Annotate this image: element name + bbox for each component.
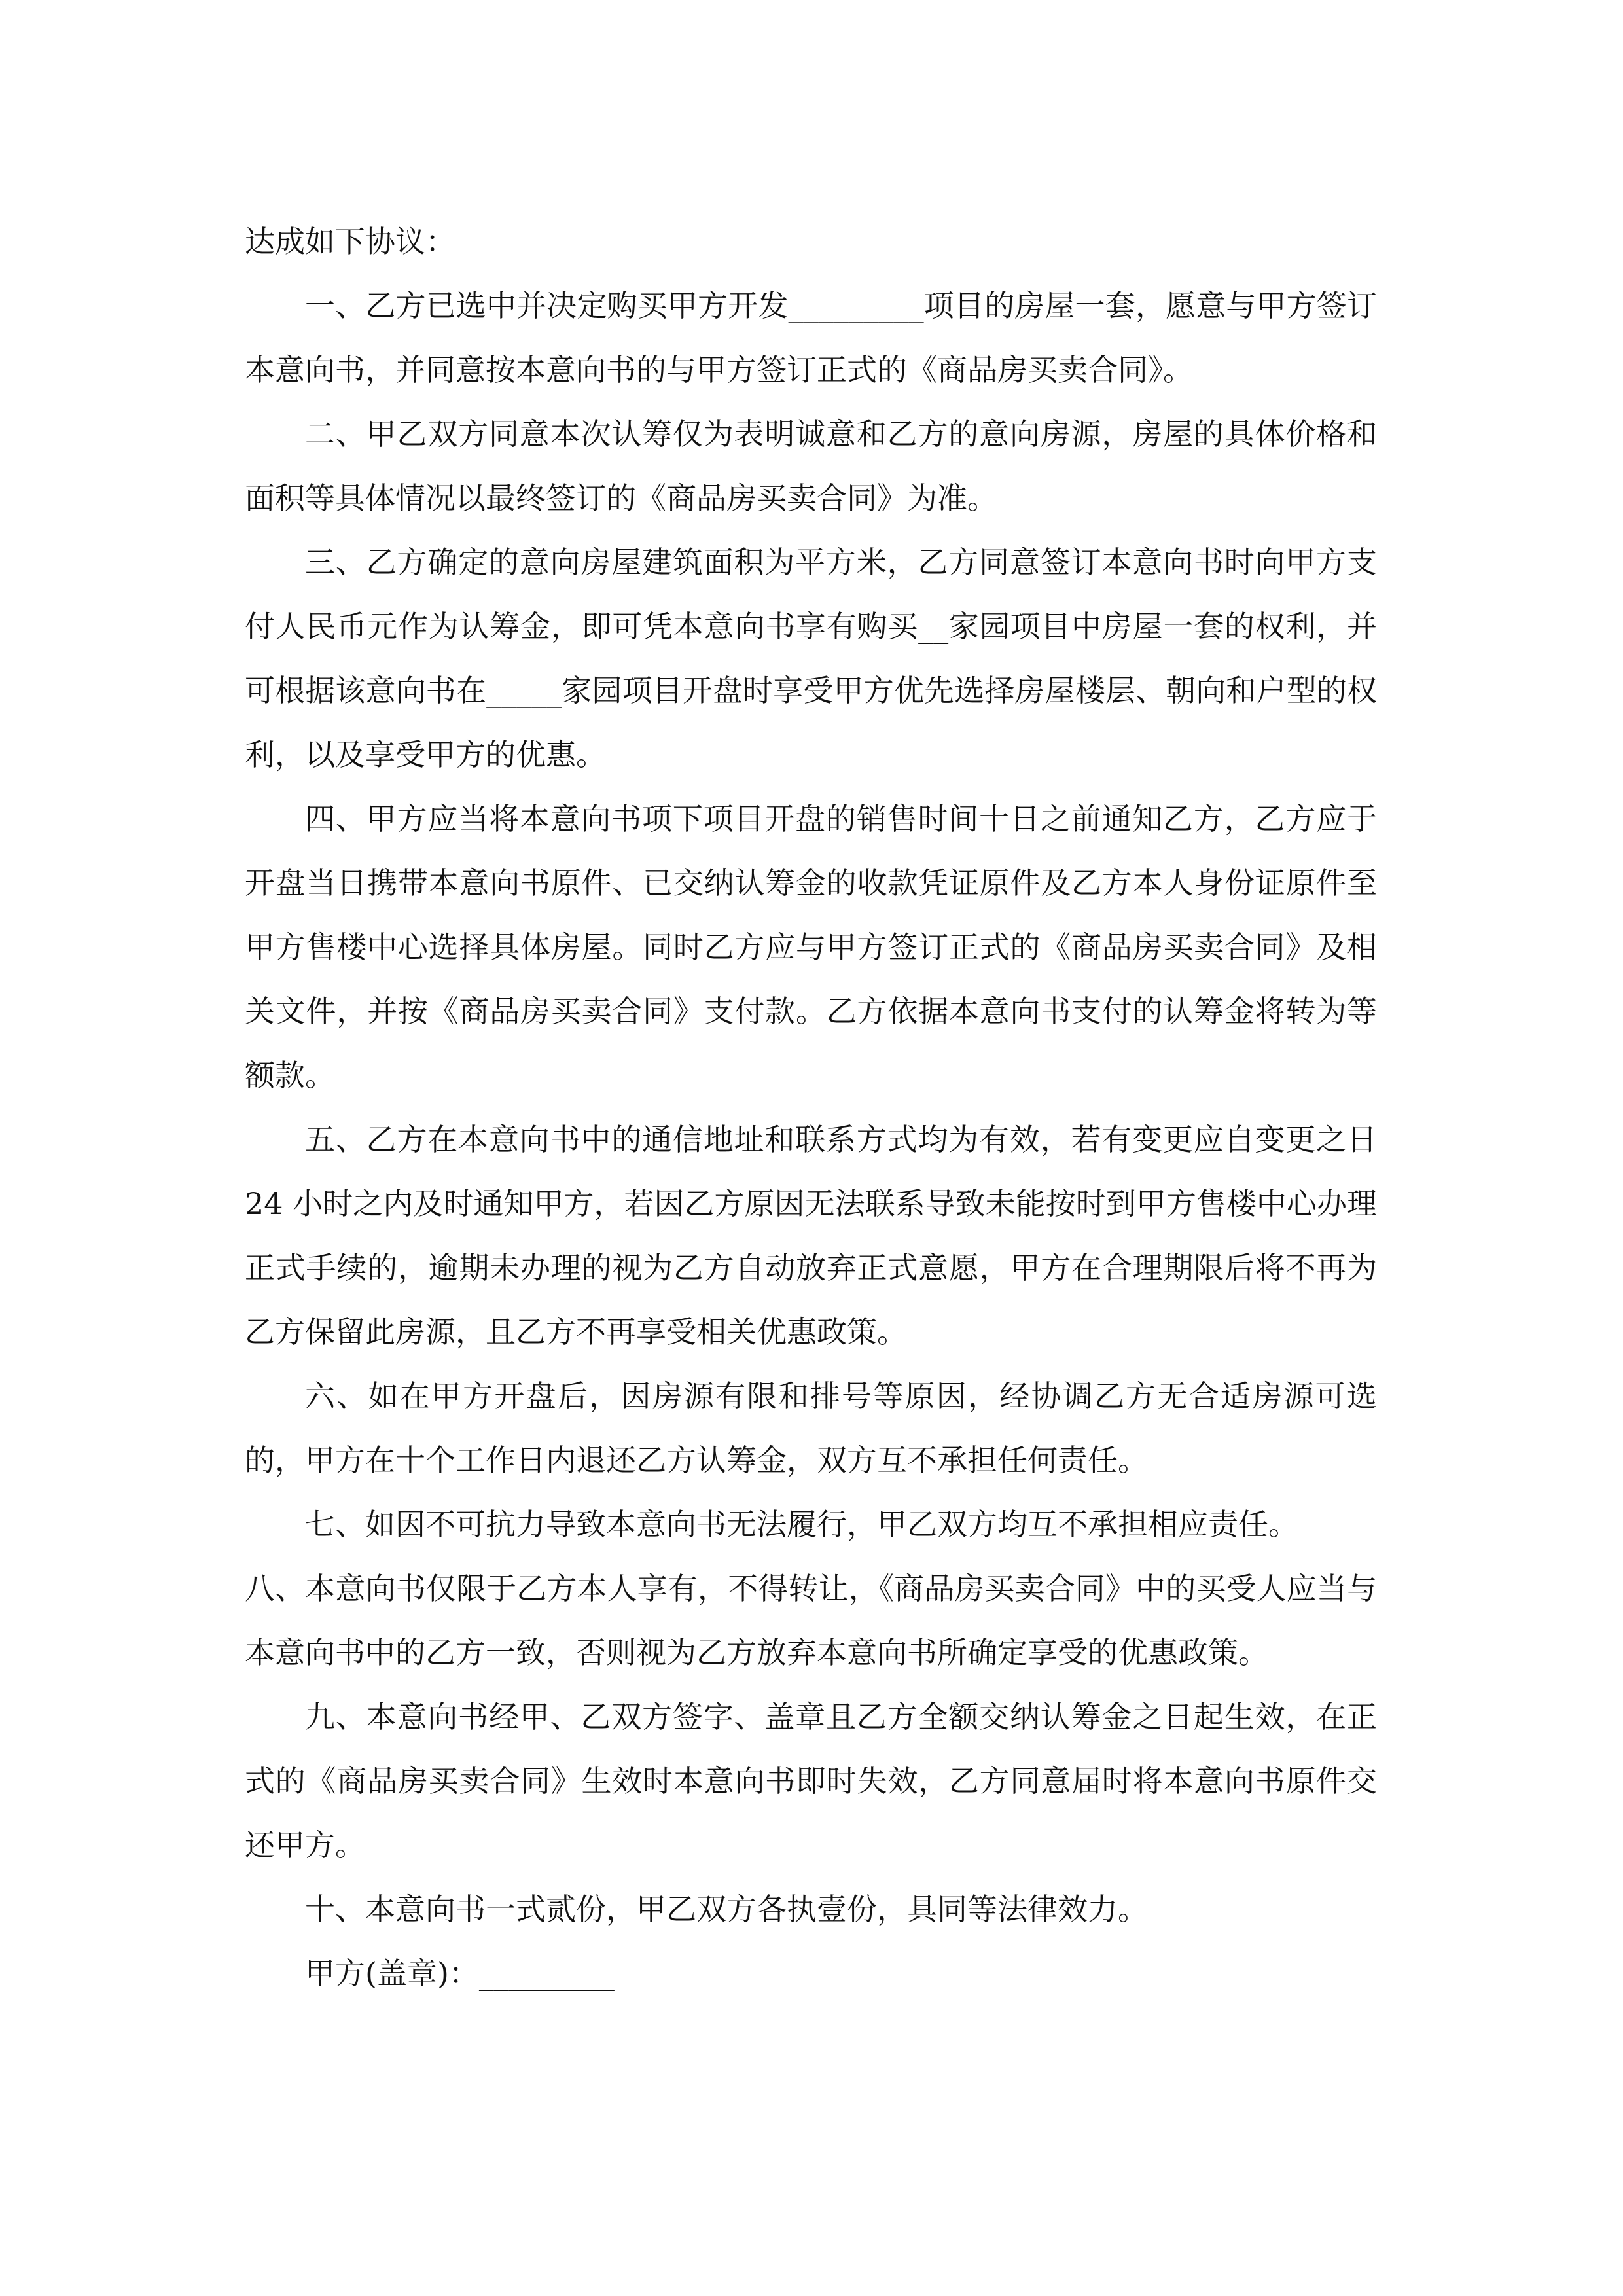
clause-1: 一、乙方已选中并决定购买甲方开发_________项目的房屋一套，愿意与甲方签订本意向书，并同意按本意向书的与甲方签订正式的《商品房买卖合同》。 xyxy=(245,288,1377,387)
document-body xyxy=(245,209,1377,2005)
clause-2: 二、甲乙双方同意本次认筹仅为表明诚意和乙方的意向房源，房屋的具体价格和面积等具体情况以最终签订的《商品房买卖合同》为准。 xyxy=(245,416,1377,516)
clause-6: 六、如在甲方开盘后，因房源有限和排号等原因，经协调乙方无合适房源可选的，甲方在十个工作日内退还乙方认筹金，双方互不承担任何责任。 xyxy=(245,1378,1377,1478)
clause-4: 四、甲方应当将本意向书项下项目开盘的销售时间十日之前通知乙方，乙方应于开盘当日携带本意向书原件、已交纳认筹金的收款凭证原件及乙方本人身份证原件至甲方售楼中心选择具体房屋。同时乙方应与甲方签订正式的《商品房买卖合同》及相关文件，并按《商品房买卖合同》支付款。乙方依据本意向书支付的认筹金将转为等额款。 xyxy=(245,801,1377,1093)
clause-8: 八、本意向书仅限于乙方本人享有，不得转让，《商品房买卖合同》中的买受人应当与本意向书中的乙方一致，否则视为乙方放弃本意向书所确定享受的优惠政策。 xyxy=(245,1571,1377,1670)
clause-9: 九、本意向书经甲、乙双方签字、盖章且乙方全额交纳认筹金之日起生效，在正式的《商品房买卖合同》生效时本意向书即时失效，乙方同意届时将本意向书原件交还甲方。 xyxy=(245,1699,1377,1863)
clause-3: 三、乙方确定的意向房屋建筑面积为平方米，乙方同意签订本意向书时向甲方支付人民币元作为认筹金，即可凭本意向书享有购买__家园项目中房屋一套的权利，并可根据该意向书在_____家园项目开盘时享受甲方优先选择房屋楼层、朝向和户型的权利，以及享受甲方的优惠。 xyxy=(245,545,1377,772)
clause-7: 七、如因不可抗力导致本意向书无法履行，甲乙双方均互不承担相应责任。 xyxy=(305,1507,1298,1542)
clause-5: 五、乙方在本意向书中的通信地址和联系方式均为有效，若有变更应自变更之日 24 小时之内及时通知甲方，若因乙方原因无法联系导致未能按时到甲方售楼中心办理正式手续的，逾期未办理的视为乙方自动放弃正式意愿，甲方在合理期限后将不再为乙方保留此房源，且乙方不再享受相关优惠政策。 xyxy=(245,1122,1377,1350)
agreement-intro: 达成如下协议： xyxy=(245,224,455,259)
party-a-signature-line: 甲方(盖章)：_________ xyxy=(305,1956,615,1991)
clause-10: 十、本意向书一式贰份，甲乙双方各执壹份，具同等法律效力。 xyxy=(305,1892,1148,1927)
